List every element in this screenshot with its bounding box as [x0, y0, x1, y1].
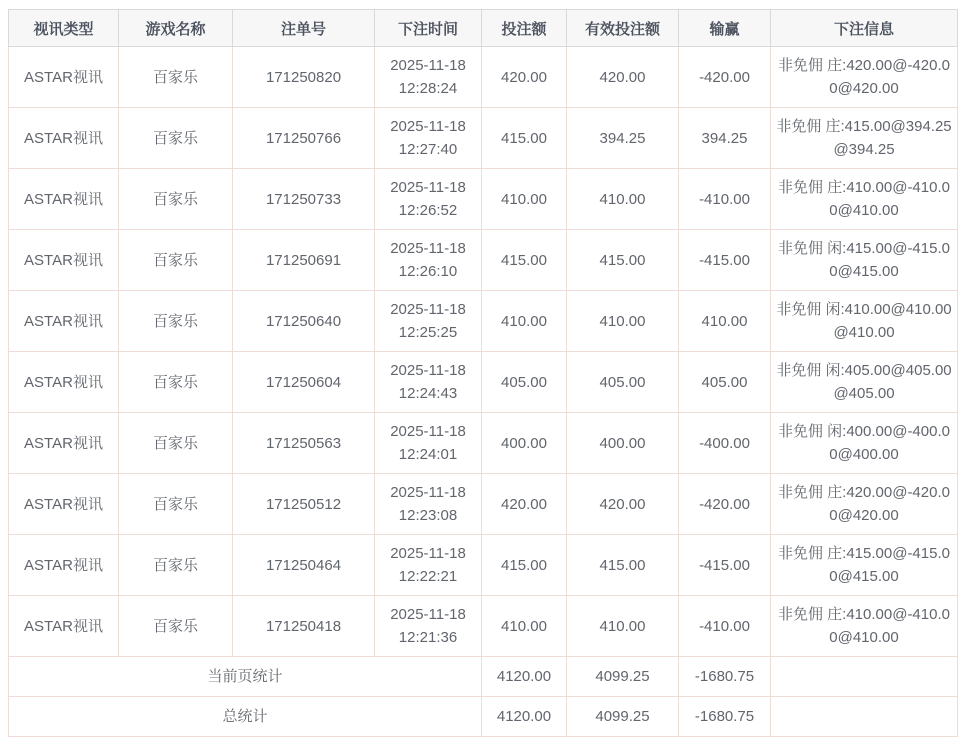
cell-game_name: 百家乐: [119, 47, 233, 108]
cell-valid_bet_amount: 405.00: [567, 352, 679, 413]
table-row: [9, 413, 958, 474]
cell-bet_info: 非免佣 庄:415.00@-415.00@415.00: [771, 535, 958, 596]
cell-video_type: ASTAR视讯: [9, 413, 119, 474]
cell-bet_time: 2025-11-18 12:26:10: [375, 230, 482, 291]
cell-win_loss: -415.00: [679, 230, 771, 291]
cell-bet_info: 非免佣 闲:415.00@-415.00@415.00: [771, 230, 958, 291]
cell-win_loss: -410.00: [679, 169, 771, 230]
table-body: [9, 47, 958, 737]
cell-bet_info: 非免佣 庄:410.00@-410.00@410.00: [771, 169, 958, 230]
column-header-valid_bet_amount: 有效投注额: [567, 10, 679, 47]
summary-cell-valid_bet_amount: 4099.25: [567, 657, 679, 697]
cell-bet_time: 2025-11-18 12:23:08: [375, 474, 482, 535]
cell-bet_info: 非免佣 庄:410.00@-410.00@410.00: [771, 596, 958, 657]
table-row: [9, 108, 958, 169]
bet-records-table: [8, 9, 958, 737]
cell-win_loss: -420.00: [679, 47, 771, 108]
table-row: [9, 47, 958, 108]
cell-bet_id: 171250691: [233, 230, 375, 291]
column-header-bet_id: 注单号: [233, 10, 375, 47]
cell-game_name: 百家乐: [119, 169, 233, 230]
column-header-video_type: 视讯类型: [9, 10, 119, 47]
cell-bet_time: 2025-11-18 12:25:25: [375, 291, 482, 352]
cell-valid_bet_amount: 420.00: [567, 474, 679, 535]
summary-cell-bet_amount: 4120.00: [482, 657, 567, 697]
cell-bet_amount: 420.00: [482, 47, 567, 108]
cell-valid_bet_amount: 410.00: [567, 169, 679, 230]
cell-bet_id: 171250418: [233, 596, 375, 657]
cell-video_type: ASTAR视讯: [9, 474, 119, 535]
total-summary-row: [9, 697, 958, 737]
table-row: [9, 230, 958, 291]
cell-bet_amount: 415.00: [482, 230, 567, 291]
cell-bet_time: 2025-11-18 12:24:43: [375, 352, 482, 413]
table-header: [9, 10, 958, 47]
column-header-game_name: 游戏名称: [119, 10, 233, 47]
cell-valid_bet_amount: 420.00: [567, 47, 679, 108]
cell-game_name: 百家乐: [119, 474, 233, 535]
cell-bet_id: 171250464: [233, 535, 375, 596]
cell-valid_bet_amount: 410.00: [567, 596, 679, 657]
table-row: [9, 596, 958, 657]
cell-video_type: ASTAR视讯: [9, 169, 119, 230]
cell-video_type: ASTAR视讯: [9, 596, 119, 657]
cell-video_type: ASTAR视讯: [9, 108, 119, 169]
cell-video_type: ASTAR视讯: [9, 291, 119, 352]
summary-cell-bet_info: [771, 697, 958, 737]
column-header-bet_time: 下注时间: [375, 10, 482, 47]
cell-bet_time: 2025-11-18 12:21:36: [375, 596, 482, 657]
cell-bet_info: 非免佣 庄:420.00@-420.00@420.00: [771, 47, 958, 108]
cell-bet_info: 非免佣 庄:420.00@-420.00@420.00: [771, 474, 958, 535]
column-header-bet_amount: 投注额: [482, 10, 567, 47]
cell-bet_id: 171250563: [233, 413, 375, 474]
cell-win_loss: 410.00: [679, 291, 771, 352]
table-row: [9, 535, 958, 596]
cell-bet_amount: 415.00: [482, 108, 567, 169]
cell-win_loss: -415.00: [679, 535, 771, 596]
cell-bet_time: 2025-11-18 12:22:21: [375, 535, 482, 596]
cell-bet_id: 171250512: [233, 474, 375, 535]
cell-valid_bet_amount: 410.00: [567, 291, 679, 352]
cell-win_loss: -420.00: [679, 474, 771, 535]
cell-video_type: ASTAR视讯: [9, 47, 119, 108]
cell-game_name: 百家乐: [119, 291, 233, 352]
cell-win_loss: -400.00: [679, 413, 771, 474]
header-row: [9, 10, 958, 47]
cell-bet_amount: 410.00: [482, 291, 567, 352]
column-header-win_loss: 输赢: [679, 10, 771, 47]
cell-game_name: 百家乐: [119, 596, 233, 657]
page-summary-row: [9, 657, 958, 697]
cell-bet_time: 2025-11-18 12:26:52: [375, 169, 482, 230]
table-row: [9, 474, 958, 535]
cell-win_loss: -410.00: [679, 596, 771, 657]
cell-game_name: 百家乐: [119, 352, 233, 413]
summary-label: 当前页统计: [9, 657, 482, 697]
summary-cell-bet_info: [771, 657, 958, 697]
cell-video_type: ASTAR视讯: [9, 352, 119, 413]
cell-valid_bet_amount: 394.25: [567, 108, 679, 169]
cell-bet_time: 2025-11-18 12:28:24: [375, 47, 482, 108]
cell-valid_bet_amount: 400.00: [567, 413, 679, 474]
cell-bet_id: 171250604: [233, 352, 375, 413]
cell-game_name: 百家乐: [119, 535, 233, 596]
cell-bet_amount: 410.00: [482, 169, 567, 230]
cell-valid_bet_amount: 415.00: [567, 535, 679, 596]
summary-cell-valid_bet_amount: 4099.25: [567, 697, 679, 737]
cell-bet_amount: 410.00: [482, 596, 567, 657]
cell-video_type: ASTAR视讯: [9, 230, 119, 291]
cell-bet_id: 171250766: [233, 108, 375, 169]
cell-bet_id: 171250640: [233, 291, 375, 352]
cell-valid_bet_amount: 415.00: [567, 230, 679, 291]
cell-bet_amount: 405.00: [482, 352, 567, 413]
cell-bet_id: 171250733: [233, 169, 375, 230]
cell-bet_info: 非免佣 闲:405.00@405.00@405.00: [771, 352, 958, 413]
cell-win_loss: 394.25: [679, 108, 771, 169]
summary-cell-bet_amount: 4120.00: [482, 697, 567, 737]
cell-bet_time: 2025-11-18 12:27:40: [375, 108, 482, 169]
table-row: [9, 169, 958, 230]
summary-cell-win_loss: -1680.75: [679, 697, 771, 737]
cell-game_name: 百家乐: [119, 108, 233, 169]
cell-bet_id: 171250820: [233, 47, 375, 108]
cell-win_loss: 405.00: [679, 352, 771, 413]
summary-cell-win_loss: -1680.75: [679, 657, 771, 697]
cell-bet_info: 非免佣 闲:410.00@410.00@410.00: [771, 291, 958, 352]
cell-bet_info: 非免佣 闲:400.00@-400.00@400.00: [771, 413, 958, 474]
table-row: [9, 352, 958, 413]
column-header-bet_info: 下注信息: [771, 10, 958, 47]
table-row: [9, 291, 958, 352]
cell-game_name: 百家乐: [119, 230, 233, 291]
cell-game_name: 百家乐: [119, 413, 233, 474]
cell-video_type: ASTAR视讯: [9, 535, 119, 596]
cell-bet_time: 2025-11-18 12:24:01: [375, 413, 482, 474]
cell-bet_amount: 415.00: [482, 535, 567, 596]
summary-label: 总统计: [9, 697, 482, 737]
cell-bet_amount: 420.00: [482, 474, 567, 535]
cell-bet_amount: 400.00: [482, 413, 567, 474]
cell-bet_info: 非免佣 庄:415.00@394.25@394.25: [771, 108, 958, 169]
